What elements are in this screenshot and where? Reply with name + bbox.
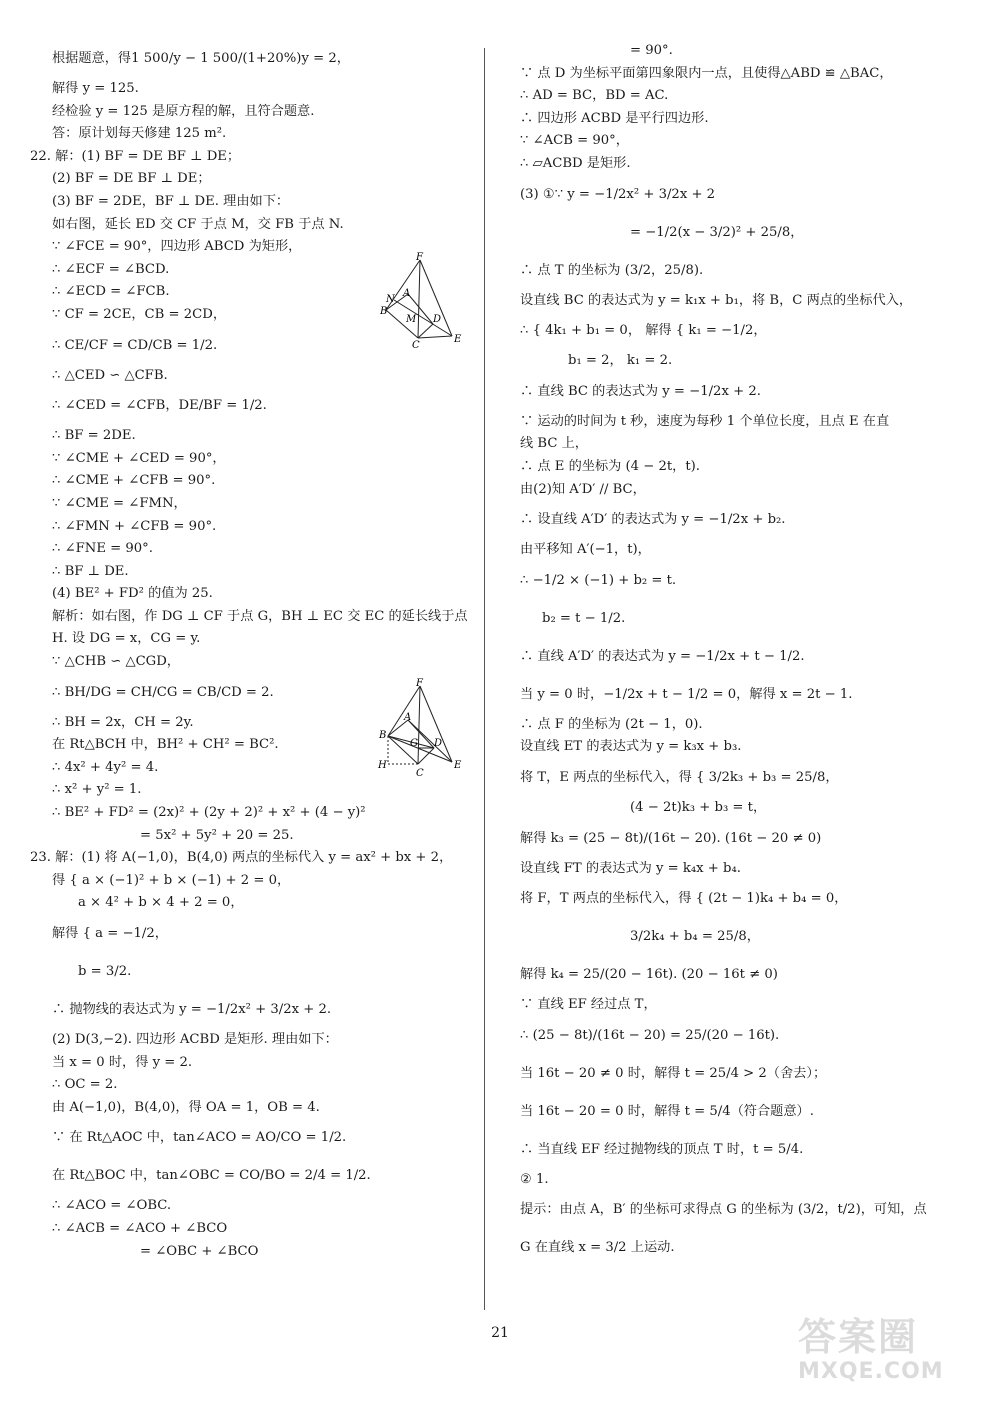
right-column-line: ∴ ▱ACBD 是矩形. [520, 155, 631, 171]
left-column-line: 在 Rt△BCH 中，BH² + CH² = BC². [52, 737, 279, 753]
fig2-label-A: A [404, 712, 412, 723]
left-column-line: ∴ ∠FNE = 90°. [52, 541, 153, 557]
figure-rectangle-triangle-2 [376, 678, 468, 778]
left-column-line: 根据题意，得1 500/y − 1 500/(1+20%)y = 2， [52, 51, 350, 66]
left-column-line: 22. 解：(1) BF = DE BF ⊥ DE； [30, 148, 241, 164]
right-column-line: 由平移知 A′(−1，t)， [520, 542, 651, 558]
right-column-line: ∴ 当直线 EF 经过抛物线的顶点 T 时，t = 5/4. [520, 1141, 804, 1157]
right-column-line: 线 BC 上， [520, 436, 588, 452]
right-column-line: = 90°. [630, 43, 673, 58]
fig2-label-F: F [416, 678, 423, 689]
left-column-line: ∵ △CHB ∽ △CGD， [52, 654, 180, 670]
right-column-line: ∴ 点 T 的坐标为 (3/2，25/8). [520, 262, 704, 278]
left-column-line: 解析：如右图，作 DG ⊥ CF 于点 G，BH ⊥ EC 交 EC 的延长线于点 [52, 608, 468, 624]
left-column-line: ∴ ∠ECF = ∠BCD. [52, 261, 170, 277]
column-divider [484, 48, 485, 1310]
right-column-line: 由(2)知 A′D′ // BC， [520, 481, 646, 497]
right-column-line: 设直线 BC 的表达式为 y = k₁x + b₁，将 B，C 两点的坐标代入， [520, 292, 913, 308]
left-column-line: ∴ 4x² + 4y² = 4. [52, 759, 159, 775]
left-column-line: 在 Rt△BOC 中，tan∠OBC = CO/BO = 2/4 = 1/2. [52, 1168, 371, 1184]
right-column-line: G 在直线 x = 3/2 上运动. [520, 1240, 675, 1256]
left-column-line: 当 x = 0 时，得 y = 2. [52, 1054, 193, 1070]
watermark-logo [798, 1315, 978, 1387]
right-column-line: ∴ 直线 A′D′ 的表达式为 y = −1/2x + t − 1/2. [520, 648, 805, 664]
left-column-line: ∴ ∠ECD = ∠FCB. [52, 284, 170, 300]
left-column-line: ∴ BF = 2DE. [52, 428, 136, 444]
fig2-label-C: C [416, 768, 424, 778]
left-column-line: ∴ BE² + FD² = (2x)² + (2y + 2)² + x² + (4 − y)² [52, 805, 366, 821]
right-column-line: 解得 k₃ = (25 − 8t)/(16t − 20). (16t − 20 ≠ 0) [520, 830, 822, 846]
fig1-label-B: B [380, 306, 388, 317]
left-column-line: ∴ BF ⊥ DE. [52, 563, 129, 579]
left-column-line: 解得 y = 125. [52, 81, 139, 96]
fig1-label-D: D [433, 314, 442, 325]
fig1-label-E: E [454, 334, 462, 345]
right-column-line: ∵ 直线 EF 经过点 T， [520, 997, 657, 1013]
left-column-line: H. 设 DG = x，CG = y. [52, 631, 201, 647]
watermark-top: 答案圈 [798, 1315, 919, 1359]
right-column-line: 当 16t − 20 = 0 时，解得 t = 5/4（符合题意）. [520, 1103, 814, 1119]
left-column-line: (2) D(3,−2). 四边形 ACBD 是矩形. 理由如下： [52, 1032, 338, 1047]
left-column-line: ∴ ∠FMN + ∠CFB = 90°. [52, 518, 217, 534]
left-column-line: 得 { a × (−1)² + b × (−1) + 2 = 0， [52, 872, 291, 888]
left-column-line: (4) BE² + FD² 的值为 25. [52, 586, 213, 602]
left-column-line: ∴ CE/CF = CD/CB = 1/2. [52, 337, 218, 353]
fig1-label-F: F [416, 252, 423, 263]
left-column-line: ∵ ∠CME + ∠CED = 90°， [52, 450, 226, 466]
fig1-label-A: A [403, 288, 411, 299]
left-column-line: ∴ ∠ACO = ∠OBC. [52, 1198, 172, 1214]
left-column-line: ∵ ∠CME = ∠FMN， [52, 495, 187, 511]
left-column-line: ∵ 在 Rt△AOC 中，tan∠ACO = AO/CO = 1/2. [52, 1130, 347, 1146]
left-column-line: 解得 { a = −1/2， [52, 926, 168, 941]
right-column-line: 将 F，T 两点的坐标代入，得 { (2t − 1)k₄ + b₄ = 0， [520, 891, 848, 907]
left-column-line: 经检验 y = 125 是原方程的解，且符合题意. [52, 103, 315, 119]
right-column-line: 当 16t − 20 ≠ 0 时，解得 t = 25/4 > 2（舍去）； [520, 1065, 827, 1081]
right-column-line: ∵ ∠ACB = 90°， [520, 133, 629, 149]
right-column-line: 3/2k₄ + b₄ = 25/8， [630, 929, 760, 945]
left-column-line: = 5x² + 5y² + 20 = 25. [140, 827, 294, 843]
right-column-line: 当 y = 0 时，−1/2x + t − 1/2 = 0，解得 x = 2t − 1. [520, 686, 853, 702]
right-column-line: ② 1. [520, 1171, 549, 1187]
right-column-line: ∴ (25 − 8t)/(16t − 20) = 25/(20 − 16t). [520, 1027, 780, 1043]
fig2-label-B: B [379, 730, 387, 741]
left-column-line: a × 4² + b × 4 + 2 = 0， [78, 895, 244, 911]
left-column-line: ∴ ∠CED = ∠CFB，DE/BF = 1/2. [52, 398, 267, 414]
right-column-line: b₂ = t − 1/2. [542, 610, 626, 626]
fig2-label-G: G [410, 738, 418, 749]
right-column-line: 设直线 FT 的表达式为 y = k₄x + b₄. [520, 860, 741, 876]
right-column-line: 将 T，E 两点的坐标代入，得 { 3/2k₃ + b₃ = 25/8， [520, 769, 839, 785]
right-column-line: ∴ 点 F 的坐标为 (2t − 1，0). [520, 716, 703, 732]
left-column-line: = ∠OBC + ∠BCO [140, 1243, 259, 1259]
right-column-line: (3) ①∵ y = −1/2x² + 3/2x + 2 [520, 186, 716, 202]
fig1-label-M: M [406, 314, 417, 325]
left-column-line: ∴ △CED ∽ △CFB. [52, 367, 168, 383]
fig2-label-E: E [454, 760, 462, 771]
left-column-line: b = 3/2. [78, 964, 132, 979]
right-column-line: ∵ 运动的时间为 t 秒，速度为每秒 1 个单位长度，且点 E 在直 [520, 413, 890, 429]
left-column-line: ∴ ∠CME + ∠CFB = 90°. [52, 473, 216, 489]
right-column-line: ∴ 点 E 的坐标为 (4 − 2t，t). [520, 458, 701, 474]
left-column [30, 40, 470, 1263]
page-number: 21 [491, 1325, 509, 1341]
right-column-line: (4 − 2t)k₃ + b₃ = t， [630, 799, 767, 815]
right-column-line: ∴ −1/2 × (−1) + b₂ = t. [520, 572, 677, 588]
right-column-line: 设直线 ET 的表达式为 y = k₃x + b₃. [520, 739, 742, 755]
right-column [520, 40, 975, 1267]
left-column-line: ∴ BH = 2x，CH = 2y. [52, 714, 194, 730]
left-column-line: 答：原计划每天修建 125 m². [52, 126, 227, 142]
right-column-line: ∴ 设直线 A′D′ 的表达式为 y = −1/2x + b₂. [520, 512, 786, 528]
right-column-line: ∵ 点 D 为坐标平面第四象限内一点，且使得△ABD ≌ △BAC， [520, 65, 893, 81]
right-column-line: 解得 k₄ = 25/(20 − 16t). (20 − 16t ≠ 0) [520, 967, 778, 983]
watermark-bottom: MXQE.COM [798, 1359, 944, 1384]
right-column-line: ∴ { 4k₁ + b₁ = 0， 解得 { k₁ = −1/2， [520, 323, 767, 339]
right-column-line: ∴ 四边形 ACBD 是平行四边形. [520, 110, 709, 126]
left-column-line: 23. 解：(1) 将 A(−1,0)，B(4,0) 两点的坐标代入 y = ax² + bx + 2， [30, 850, 453, 866]
left-column-line: ∴ BH/DG = CH/CG = CB/CD = 2. [52, 684, 274, 700]
figure-rectangle-triangle-1 [378, 252, 468, 352]
left-column-line: 如右图，延长 ED 交 CF 于点 M，交 FB 于点 N. [52, 216, 344, 232]
left-column-line: 由 A(−1,0)，B(4,0)，得 OA = 1，OB = 4. [52, 1099, 320, 1115]
left-column-line: ∵ ∠FCE = 90°，四边形 ABCD 为矩形， [52, 239, 302, 255]
right-column-line: ∴ AD = BC，BD = AC. [520, 88, 669, 104]
left-column-line: ∴ 抛物线的表达式为 y = −1/2x² + 3/2x + 2. [52, 1002, 332, 1017]
fig1-label-N: N [386, 294, 395, 305]
left-column-line: ∴ ∠ACB = ∠ACO + ∠BCO [52, 1220, 228, 1236]
left-column-line: ∴ OC = 2. [52, 1077, 118, 1093]
right-column-line: ∴ 直线 BC 的表达式为 y = −1/2x + 2. [520, 383, 761, 399]
fig1-label-C: C [412, 340, 420, 351]
left-column-line: (3) BF = 2DE，BF ⊥ DE. 理由如下： [52, 193, 290, 209]
right-column-line: 提示：由点 A，B′ 的坐标可求得点 G 的坐标为 (3/2，t/2)，可知，点 [520, 1202, 927, 1218]
right-column-line: b₁ = 2， k₁ = 2. [568, 353, 673, 369]
fig2-label-H: H [378, 760, 387, 771]
left-column-line: ∵ CF = 2CE，CB = 2CD， [52, 306, 227, 322]
right-column-line: = −1/2(x − 3/2)² + 25/8， [630, 224, 804, 240]
fig2-label-D: D [434, 738, 443, 749]
left-column-line: (2) BF = DE BF ⊥ DE； [52, 171, 211, 187]
left-column-line: ∴ x² + y² = 1. [52, 782, 142, 798]
